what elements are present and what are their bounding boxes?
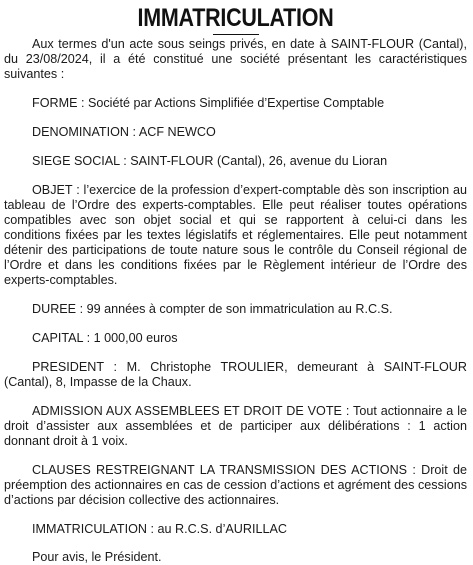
capital-paragraph: CAPITAL : 1 000,00 euros — [32, 331, 178, 345]
forme-paragraph: FORME : Société par Actions Simplifiée d’Expertise Comptable — [32, 96, 385, 110]
admission-paragraph: ADMISSION AUX ASSEMBLEES ET DROIT DE VOTE : Tout actionnaire a le droit d’assister aux assemblées et de participer aux délibérations : 1 action donnant droit à 1 voix. — [4, 404, 467, 448]
notice-title: IMMATRICULATION — [137, 4, 334, 32]
president-paragraph: PRESIDENT : M. Christophe TROULIER, demeurant à SAINT-FLOUR (Cantal), 8, Impasse de la Chaux. — [4, 360, 467, 389]
notice-body — [4, 37, 467, 565]
intro-paragraph: Aux termes d'un acte sous seings privés, en date à SAINT-FLOUR (Cantal), du 23/08/2024, il a été constitué une société présentant les caractéristiques suivantes : — [4, 37, 467, 81]
immatriculation-paragraph: IMMATRICULATION : au R.C.S. d’AURILLAC — [32, 522, 287, 536]
objet-paragraph: OBJET : l’exercice de la profession d’expert-comptable dès son inscription au tableau de l’Ordre des experts-comptables. Elle peut réaliser toutes opérations compatibles avec son objet social et qui se rapportent à celui-ci dans les conditions fixées par les textes législatifs et réglementaires. Elle peut notamment détenir des participations de toute nature sous le contrôle du Conseil régional de l’Ordre et dans les conditions fixées par le Règlement intérieur de l’Ordre des experts-comptables. — [4, 183, 467, 287]
signature-paragraph: Pour avis, le Président. — [32, 550, 162, 564]
siege-social-paragraph: SIEGE SOCIAL : SAINT-FLOUR (Cantal), 26, avenue du Lioran — [32, 154, 388, 168]
clauses-paragraph: CLAUSES RESTREIGNANT LA TRANSMISSION DES ACTIONS : Droit de préemption des actionnaires en cas de cession d’actions et agrément des cessions d’actions par décision collective des actionnaires. — [4, 463, 467, 507]
title-divider — [213, 34, 259, 35]
duree-paragraph: DUREE : 99 années à compter de son immatriculation au R.C.S. — [32, 302, 393, 316]
denomination-paragraph: DENOMINATION : ACF NEWCO — [32, 125, 216, 139]
